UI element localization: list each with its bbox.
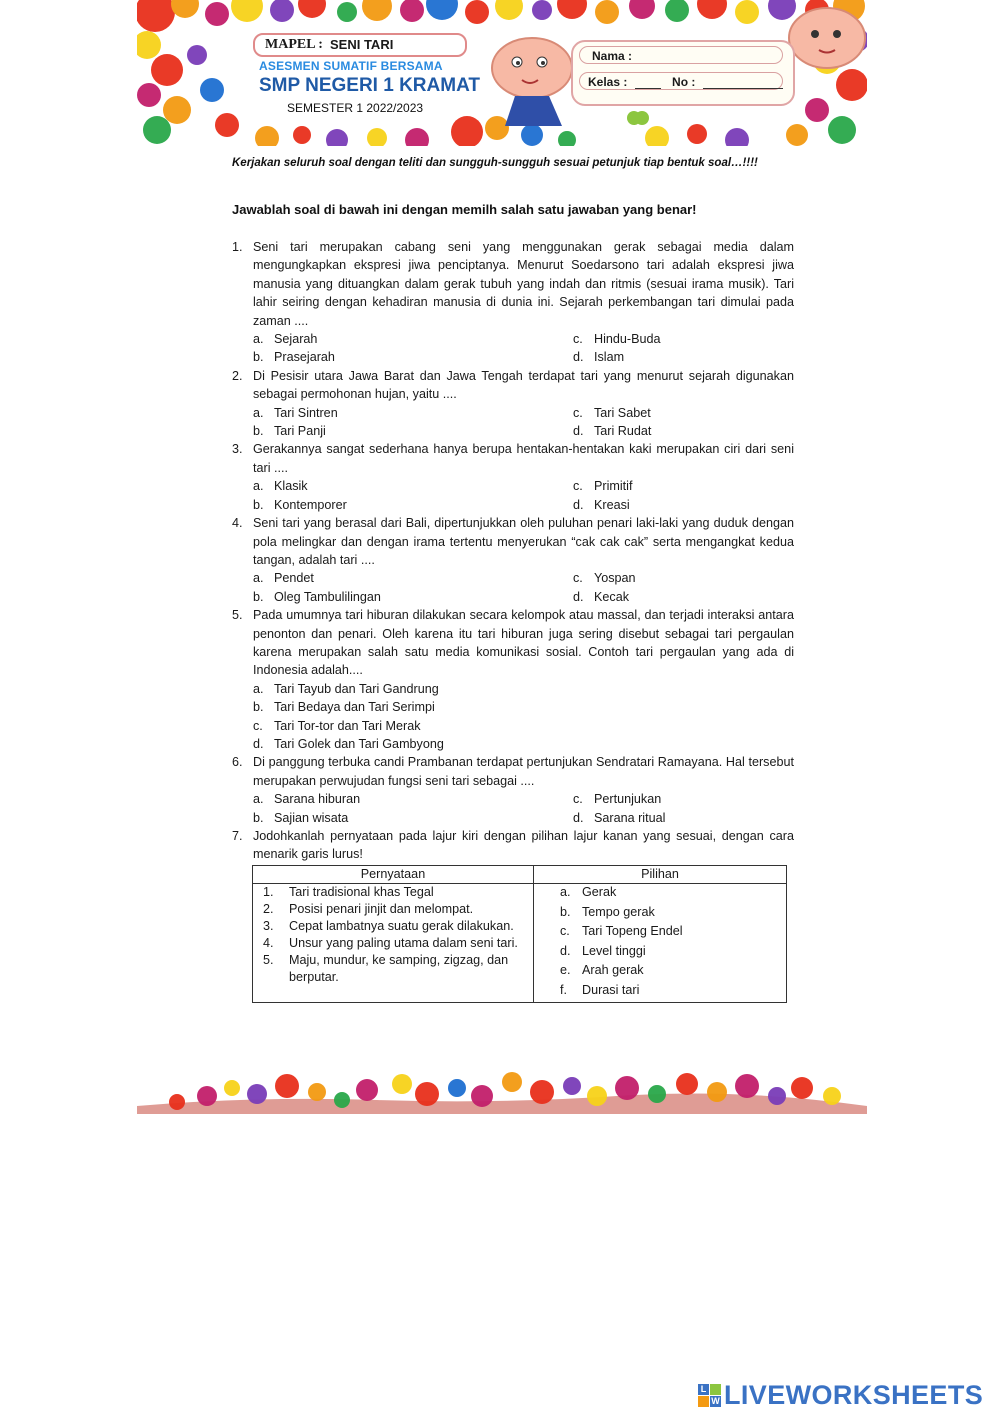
option-letter: b. bbox=[253, 589, 264, 604]
question-text: Di panggung terbuka candi Prambanan terdapat pertunjukan Sendratari Ramayana. Hal tersebut merupakan perwujudan fungsi seni tari sebagai .... bbox=[253, 755, 794, 788]
choice-text: Gerak bbox=[582, 885, 617, 899]
choice-item[interactable] bbox=[560, 943, 786, 960]
option-letter: d. bbox=[573, 350, 584, 365]
option-letter: a. bbox=[253, 681, 264, 696]
option-letter: c. bbox=[573, 571, 583, 586]
question-text: Gerakannya sangat sederhana hanya berupa hentakan-hentakan kaki merupakan ciri dari seni tari .... bbox=[253, 442, 794, 475]
option-text: Tari Rudat bbox=[594, 424, 652, 439]
option-letter: d. bbox=[253, 736, 264, 751]
answer-option[interactable] bbox=[253, 404, 573, 422]
option-letter: c. bbox=[573, 792, 583, 807]
option-letter: d. bbox=[573, 497, 584, 512]
answer-option[interactable] bbox=[573, 404, 813, 422]
choice-list bbox=[534, 884, 787, 1003]
option-text: Sajian wisata bbox=[274, 810, 349, 825]
option-text: Sarana hiburan bbox=[274, 792, 361, 807]
footer-splash-decoration bbox=[137, 1066, 867, 1114]
option-text: Tari Sabet bbox=[594, 405, 651, 420]
name-field[interactable] bbox=[579, 46, 783, 64]
logo-letter-w: W bbox=[711, 1395, 720, 1406]
answer-option[interactable] bbox=[253, 348, 573, 366]
student-info-card bbox=[571, 40, 795, 106]
statement-number: 2. bbox=[263, 902, 274, 916]
question-7 bbox=[232, 827, 794, 864]
question-3 bbox=[232, 440, 794, 514]
statement-item[interactable] bbox=[263, 918, 527, 935]
choice-text: Durasi tari bbox=[582, 982, 640, 997]
option-letter: d. bbox=[573, 424, 584, 439]
question-text: Seni tari yang berasal dari Bali, dipertunjukkan oleh puluhan penari laki-laki yang duduk dengan pola melingkar dan dengan irama tertentu menyerukan “cak cak cak” serta mengangkat kedua tangan, adalah tari .... bbox=[253, 516, 794, 567]
answer-option[interactable] bbox=[253, 477, 573, 495]
option-letter: a. bbox=[253, 479, 264, 494]
option-letter: c. bbox=[573, 479, 583, 494]
answer-option[interactable] bbox=[253, 680, 794, 698]
option-text: Islam bbox=[594, 350, 625, 365]
choice-letter: b. bbox=[560, 904, 571, 919]
statement-number: 3. bbox=[263, 919, 274, 933]
answer-option[interactable] bbox=[573, 809, 813, 827]
statement-item[interactable] bbox=[263, 901, 527, 918]
choice-column-header: Pilihan bbox=[534, 866, 787, 884]
name-label: Nama : bbox=[592, 49, 633, 63]
answer-option[interactable] bbox=[253, 330, 573, 348]
question-number: 6. bbox=[232, 755, 243, 770]
answer-option[interactable] bbox=[253, 422, 573, 440]
assessment-title: ASESMEN SUMATIF BERSAMA bbox=[259, 59, 443, 73]
option-text: Tari Sintren bbox=[274, 405, 338, 420]
number-blank[interactable] bbox=[703, 77, 783, 89]
option-text: Primitif bbox=[594, 479, 633, 494]
general-instruction: Kerjakan seluruh soal dengan teliti dan sungguh-sungguh sesuai petunjuk tiap bentuk soal…!!!! bbox=[232, 157, 758, 169]
choice-text: Tari Topeng Endel bbox=[582, 924, 683, 939]
question-text: Seni tari merupakan cabang seni yang menggunakan gerak sebagai media dalam mengungkapkan ekspresi jiwa penciptanya. Menurut Soedarsono tari adalah ekspresi jiwa manusia yang dituangkan dalam gerak tubuh yang indah dan ritmis (sesuai irama musik). Tari lahir seiring dengan kehadiran manusia di dunia ini. Sejarah perkembangan tari dimulai pada zaman .... bbox=[253, 240, 794, 328]
option-letter: b. bbox=[253, 350, 264, 365]
answer-option[interactable] bbox=[253, 735, 794, 753]
question-text: Jodohkanlah pernyataan pada lajur kiri dengan pilihan lajur kanan yang sesuai, dengan cara menarik garis lurus! bbox=[253, 829, 794, 862]
option-letter: a. bbox=[253, 332, 264, 347]
answer-option[interactable] bbox=[253, 717, 794, 735]
option-letter: b. bbox=[253, 424, 264, 439]
option-text: Tari Golek dan Tari Gambyong bbox=[274, 736, 444, 751]
section-directive: Jawablah soal di bawah ini dengan memilh salah satu jawaban yang benar! bbox=[232, 202, 697, 217]
option-letter: c. bbox=[573, 405, 583, 420]
question-number: 7. bbox=[232, 829, 243, 843]
option-letter: a. bbox=[253, 405, 264, 420]
question-text: Di Pesisir utara Jawa Barat dan Jawa Tengah terdapat tari yang menurut sejarah digunakan sebagai permohonan hujan, yaitu .... bbox=[253, 368, 794, 402]
option-letter: c. bbox=[253, 718, 263, 733]
option-text: Tari Bedaya dan Tari Serimpi bbox=[274, 700, 435, 715]
option-text: Kecak bbox=[594, 589, 630, 604]
statement-text: Tari tradisional khas Tegal bbox=[289, 885, 434, 899]
choice-item[interactable] bbox=[560, 982, 786, 999]
logo-letter-l: L bbox=[698, 1384, 709, 1395]
option-text: Sejarah bbox=[274, 332, 318, 347]
question-2 bbox=[232, 367, 794, 441]
class-number-field[interactable] bbox=[579, 72, 783, 90]
option-text: Tari Tayub dan Tari Gandrung bbox=[274, 681, 439, 696]
answer-option[interactable] bbox=[573, 477, 813, 495]
subject-value: SENI TARI bbox=[330, 37, 394, 52]
class-label: Kelas : bbox=[588, 75, 628, 89]
option-text: Klasik bbox=[274, 479, 308, 494]
statement-list bbox=[253, 884, 534, 1003]
statement-text: Cepat lambatnya suatu gerak dilakukan. bbox=[289, 919, 514, 933]
logo-tile-orange bbox=[698, 1396, 709, 1407]
choice-text: Tempo gerak bbox=[582, 904, 655, 919]
option-text: Kontemporer bbox=[274, 497, 347, 512]
option-text: Prasejarah bbox=[274, 350, 335, 365]
answer-option[interactable] bbox=[573, 588, 813, 606]
class-blank[interactable] bbox=[635, 77, 661, 89]
statement-column-header: Pernyataan bbox=[253, 866, 534, 884]
option-text: Tari Panji bbox=[274, 424, 326, 439]
question-number: 4. bbox=[232, 516, 243, 531]
choice-item[interactable] bbox=[560, 923, 786, 940]
statement-text: Unsur yang paling utama dalam seni tari. bbox=[289, 936, 518, 950]
answer-options bbox=[253, 477, 794, 514]
option-text: Pertunjukan bbox=[594, 792, 662, 807]
answer-option[interactable] bbox=[573, 790, 813, 808]
question-list bbox=[232, 238, 794, 864]
statement-number: 5. bbox=[263, 953, 274, 967]
answer-options bbox=[253, 404, 794, 441]
option-text: Pendet bbox=[274, 571, 314, 586]
question-number: 5. bbox=[232, 608, 243, 623]
answer-option[interactable] bbox=[253, 790, 573, 808]
choice-item[interactable] bbox=[560, 962, 786, 979]
answer-option[interactable] bbox=[573, 348, 813, 366]
choice-item[interactable] bbox=[560, 904, 786, 921]
statement-item[interactable] bbox=[263, 935, 527, 952]
answer-option[interactable] bbox=[573, 422, 813, 440]
question-text: Pada umumnya tari hiburan dilakukan secara kelompok atau massal, dan terjadi interaksi antara penonton dan penari. Oleh karena itu tari hiburan juga sering disebut sebagai tari pergaulan karena merupakan salah satu media komunikasi sosial. Contoh tari pergaulan yang ada di Indonesia adalah.... bbox=[253, 608, 794, 678]
liveworksheets-watermark bbox=[698, 1380, 983, 1410]
answer-options bbox=[253, 790, 794, 827]
subject-box bbox=[253, 33, 467, 57]
liveworksheets-logo-icon bbox=[698, 1384, 721, 1407]
option-letter: b. bbox=[253, 497, 264, 512]
header-banner bbox=[137, 0, 867, 146]
choice-letter: e. bbox=[560, 963, 571, 978]
option-letter: a. bbox=[253, 792, 264, 807]
option-letter: c. bbox=[573, 332, 583, 347]
answer-option[interactable] bbox=[253, 496, 573, 514]
choice-letter: d. bbox=[560, 943, 571, 958]
statement-number: 1. bbox=[263, 885, 274, 899]
number-label: No : bbox=[672, 75, 696, 89]
option-text: Oleg Tambulilingan bbox=[274, 589, 381, 604]
choice-item[interactable] bbox=[560, 884, 786, 901]
option-text: Kreasi bbox=[594, 497, 630, 512]
option-text: Hindu-Buda bbox=[594, 332, 661, 347]
matching-table bbox=[252, 865, 787, 1003]
option-text: Yospan bbox=[594, 571, 636, 586]
choice-letter: c. bbox=[560, 924, 570, 939]
answer-option[interactable] bbox=[573, 496, 813, 514]
choice-letter: f. bbox=[560, 982, 567, 997]
watermark-text: LIVEWORKSHEETS bbox=[724, 1379, 984, 1410]
statement-item[interactable] bbox=[263, 952, 527, 986]
choice-text: Arah gerak bbox=[582, 963, 644, 978]
school-name: SMP NEGERI 1 KRAMAT bbox=[259, 75, 480, 96]
statement-text: Maju, mundur, ke samping, zigzag, dan berputar. bbox=[289, 953, 509, 984]
question-number: 2. bbox=[232, 368, 243, 383]
answer-option[interactable] bbox=[253, 588, 573, 606]
option-letter: b. bbox=[253, 700, 264, 715]
choice-letter: a. bbox=[560, 885, 571, 899]
option-text: Sarana ritual bbox=[594, 810, 666, 825]
option-letter: d. bbox=[573, 589, 584, 604]
question-number: 3. bbox=[232, 442, 243, 457]
question-number: 1. bbox=[232, 240, 243, 254]
statement-text: Posisi penari jinjit dan melompat. bbox=[289, 902, 474, 916]
answer-option[interactable] bbox=[253, 569, 573, 587]
statement-item[interactable] bbox=[263, 884, 527, 901]
option-letter: b. bbox=[253, 810, 264, 825]
statement-number: 4. bbox=[263, 936, 274, 950]
answer-options bbox=[253, 569, 794, 606]
answer-options bbox=[253, 680, 794, 754]
answer-option[interactable] bbox=[253, 698, 794, 716]
subject-label: MAPEL : bbox=[265, 37, 323, 52]
semester-label: SEMESTER 1 2022/2023 bbox=[287, 101, 424, 115]
option-letter: d. bbox=[573, 810, 584, 825]
choice-text: Level tinggi bbox=[582, 943, 646, 958]
option-letter: a. bbox=[253, 571, 264, 586]
answer-option[interactable] bbox=[253, 809, 573, 827]
question-5 bbox=[232, 606, 794, 753]
answer-options bbox=[253, 330, 794, 367]
option-text: Tari Tor-tor dan Tari Merak bbox=[274, 718, 421, 733]
answer-option[interactable] bbox=[573, 569, 813, 587]
question-1 bbox=[232, 238, 794, 367]
logo-tile-green bbox=[710, 1384, 721, 1395]
answer-option[interactable] bbox=[573, 330, 813, 348]
question-6 bbox=[232, 753, 794, 827]
question-4 bbox=[232, 514, 794, 606]
